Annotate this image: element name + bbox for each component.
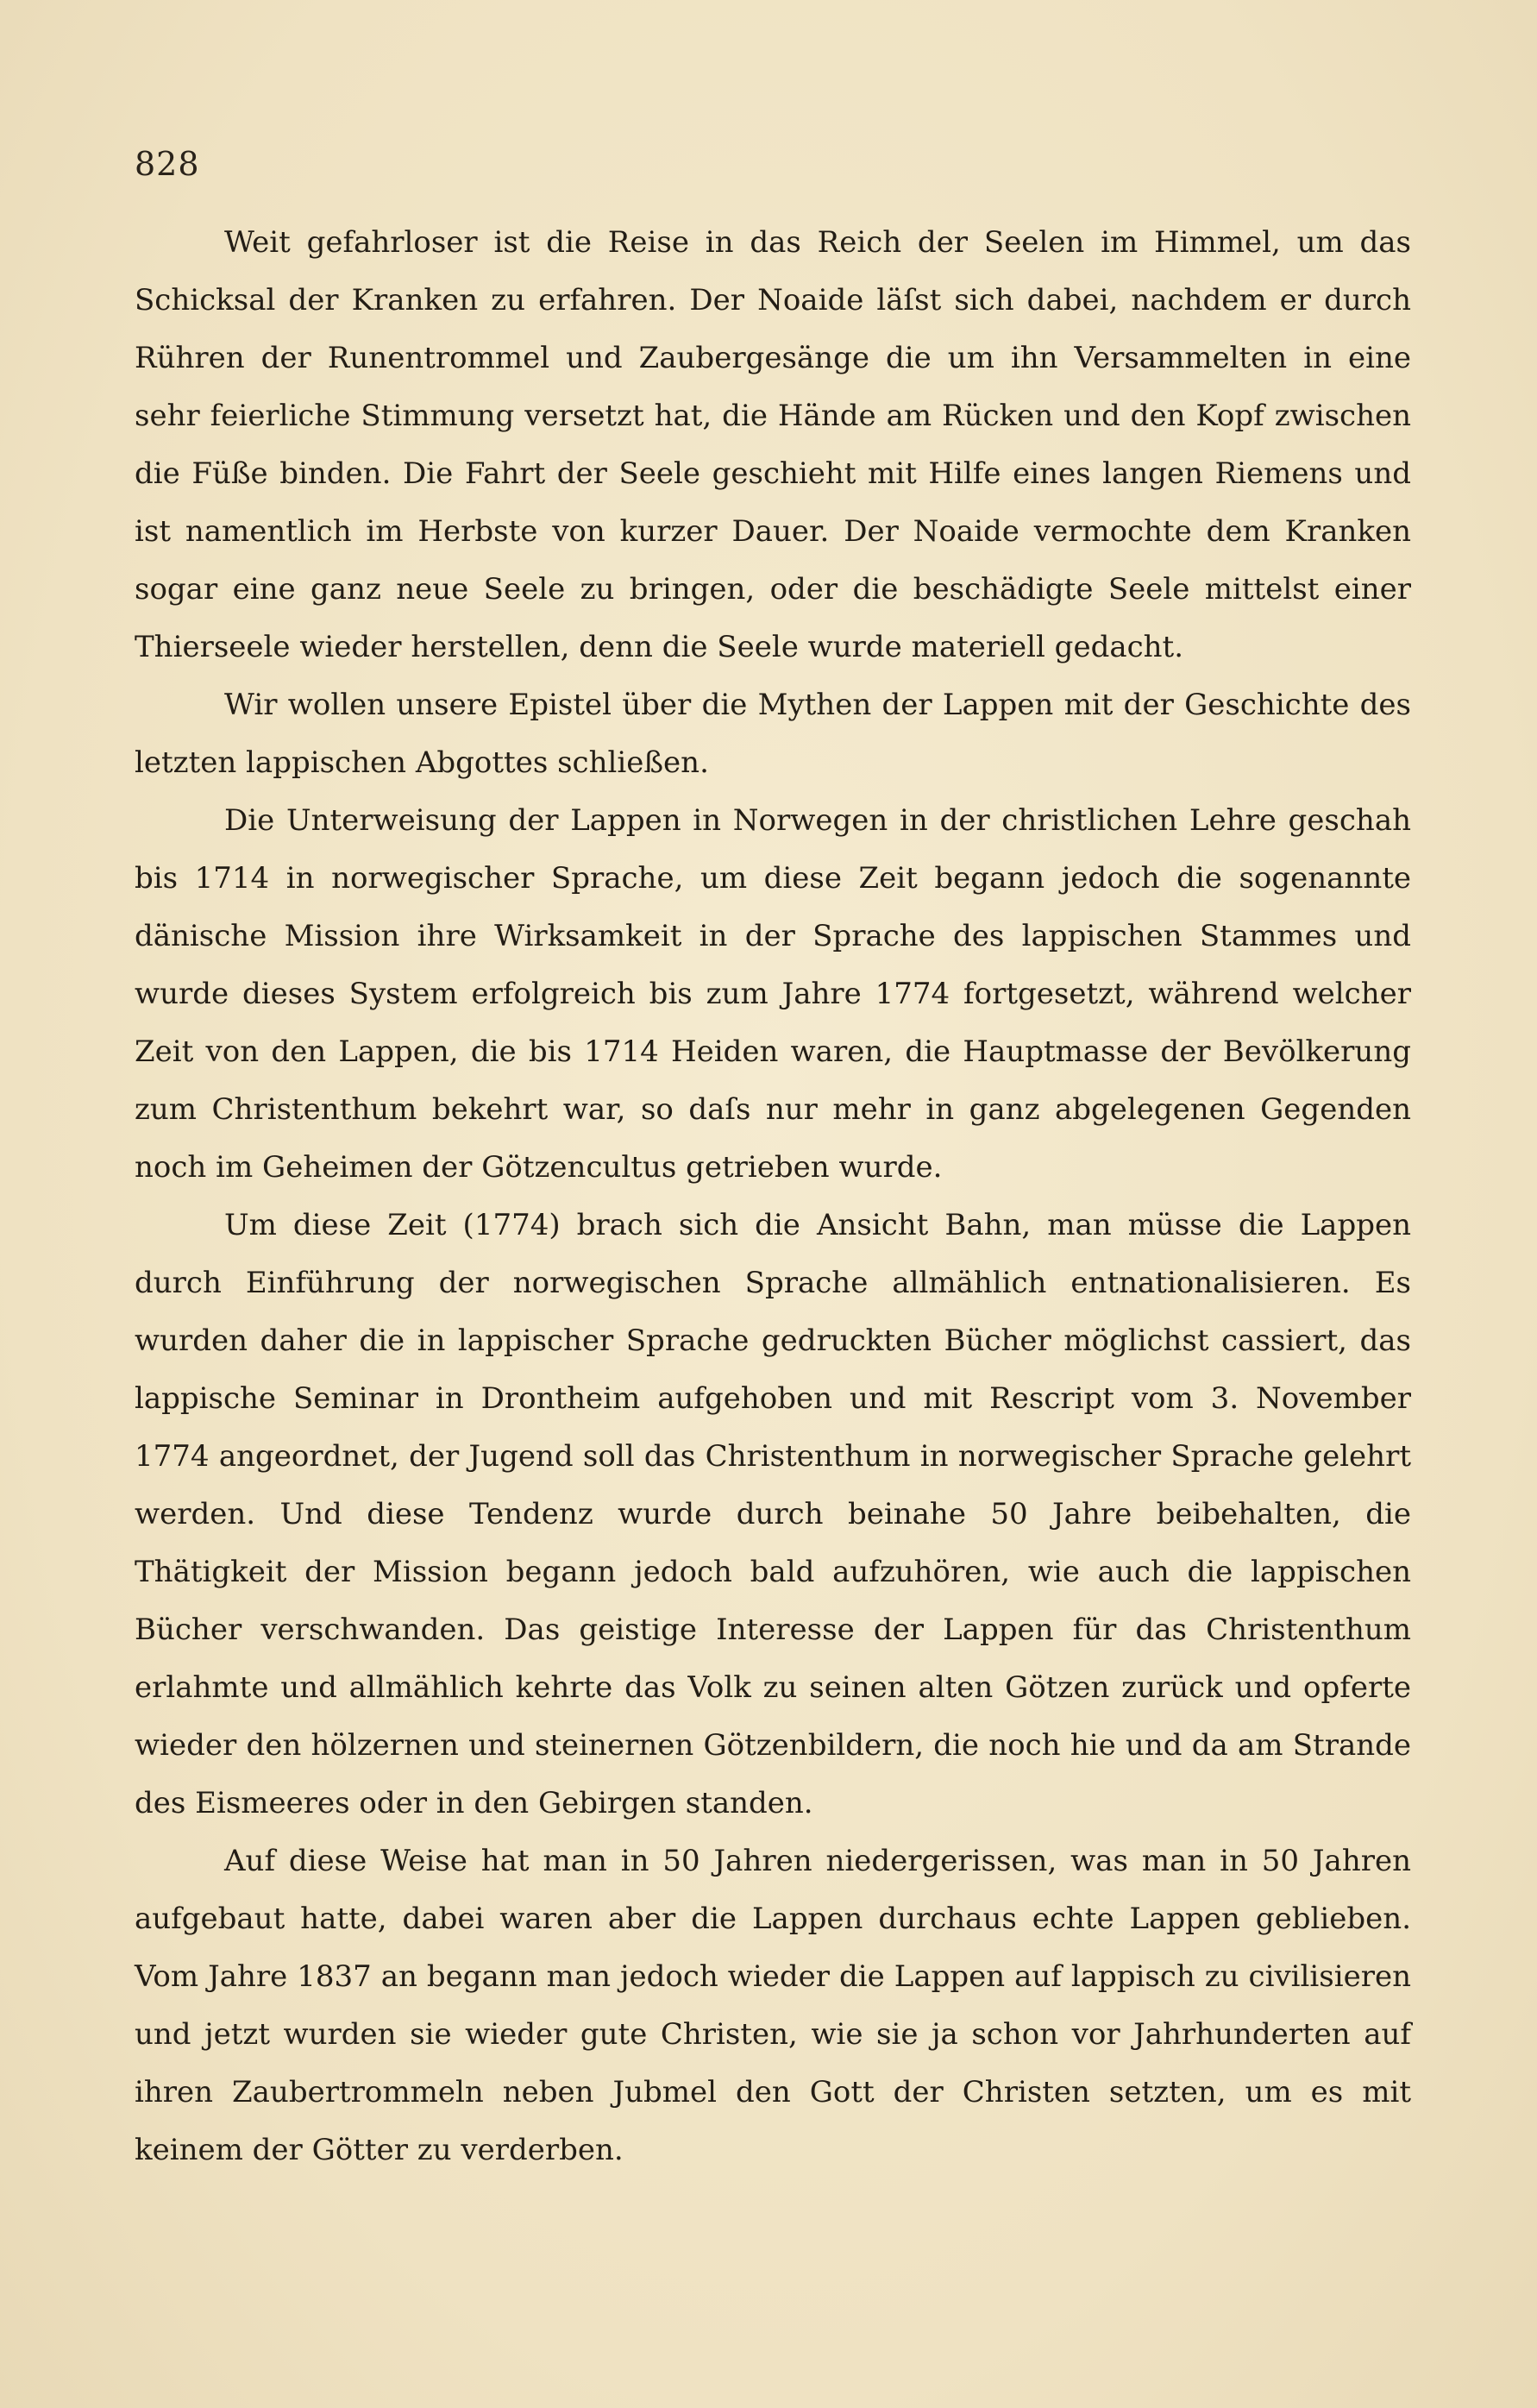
paragraph: Auf diese Weise hat man in 50 Jahren niedergerissen, was man in 50 Jahren aufgebaut hatte, dabei waren aber die Lappen durchaus echte Lappen geblieben. Vom Jahre 1837 an begann man jedoch wieder die Lappen auf lappisch zu civilisieren und jetzt wurden sie wieder gute Christen, wie sie ja schon vor Jahrhunderten auf ihren Zaubertrommeln neben Jubmel den Gott der Christen setzten, um es mit keinem der Götter zu verderben.: [135, 1844, 1411, 2167]
body-text: [135, 214, 1411, 2179]
paragraph: Wir wollen unsere Epistel über die Mythen der Lappen mit der Geschichte des letzten lappischen Abgottes schließen.: [135, 688, 1411, 780]
paragraph: Weit gefahrloser ist die Reise in das Reich der Seelen im Himmel, um das Schicksal der Kranken zu erfahren. Der Noaide läſst sich dabei, nachdem er durch Rühren der Runentrommel und Zaubergesänge die um ihn Versammelten in eine sehr feierliche Stimmung versetzt hat, die Hände am Rücken und den Kopf zwischen die Füße binden. Die Fahrt der Seele geschieht mit Hilfe eines langen Riemens und ist namentlich im Herbste von kurzer Dauer. Der Noaide vermochte dem Kranken sogar eine ganz neue Seele zu bringen, oder die beschädigte Seele mittelst einer Thierseele wieder herstellen, denn die Seele wurde materiell gedacht.: [135, 225, 1411, 664]
page-number: 828: [135, 145, 200, 183]
paragraph: Um diese Zeit (1774) brach sich die Ansicht Bahn, man müsse die Lappen durch Einführung der norwegischen Sprache allmählich entnationalisieren. Es wurden daher die in lappischer Sprache gedruckten Bücher möglichst cassiert, das lappische Seminar in Drontheim aufgehoben und mit Rescript vom 3. November 1774 angeordnet, der Jugend soll das Christenthum in norwegischer Sprache gelehrt werden. Und diese Tendenz wurde durch beinahe 50 Jahre beibehalten, die Thätigkeit der Mission begann jedoch bald aufzuhören, wie auch die lappischen Bücher verschwanden. Das geistige Interesse der Lappen für das Christenthum erlahmte und allmählich kehrte das Volk zu seinen alten Götzen zurück und opferte wieder den hölzernen und steinernen Götzenbildern, die noch hie und da am Strande des Eismeeres oder in den Gebirgen standen.: [135, 1208, 1411, 1820]
paragraph: Die Unterweisung der Lappen in Norwegen in der christlichen Lehre geschah bis 1714 in norwegischer Sprache, um diese Zeit begann jedoch die sogenannte dänische Mission ihre Wirksamkeit in der Sprache des lappischen Stammes und wurde dieses System erfolgreich bis zum Jahre 1774 fortgesetzt, während welcher Zeit von den Lappen, die bis 1714 Heiden waren, die Hauptmasse der Bevölkerung zum Christenthum bekehrt war, so daſs nur mehr in ganz abgelegenen Gegenden noch im Geheimen der Götzencultus getrieben wurde.: [135, 803, 1411, 1185]
